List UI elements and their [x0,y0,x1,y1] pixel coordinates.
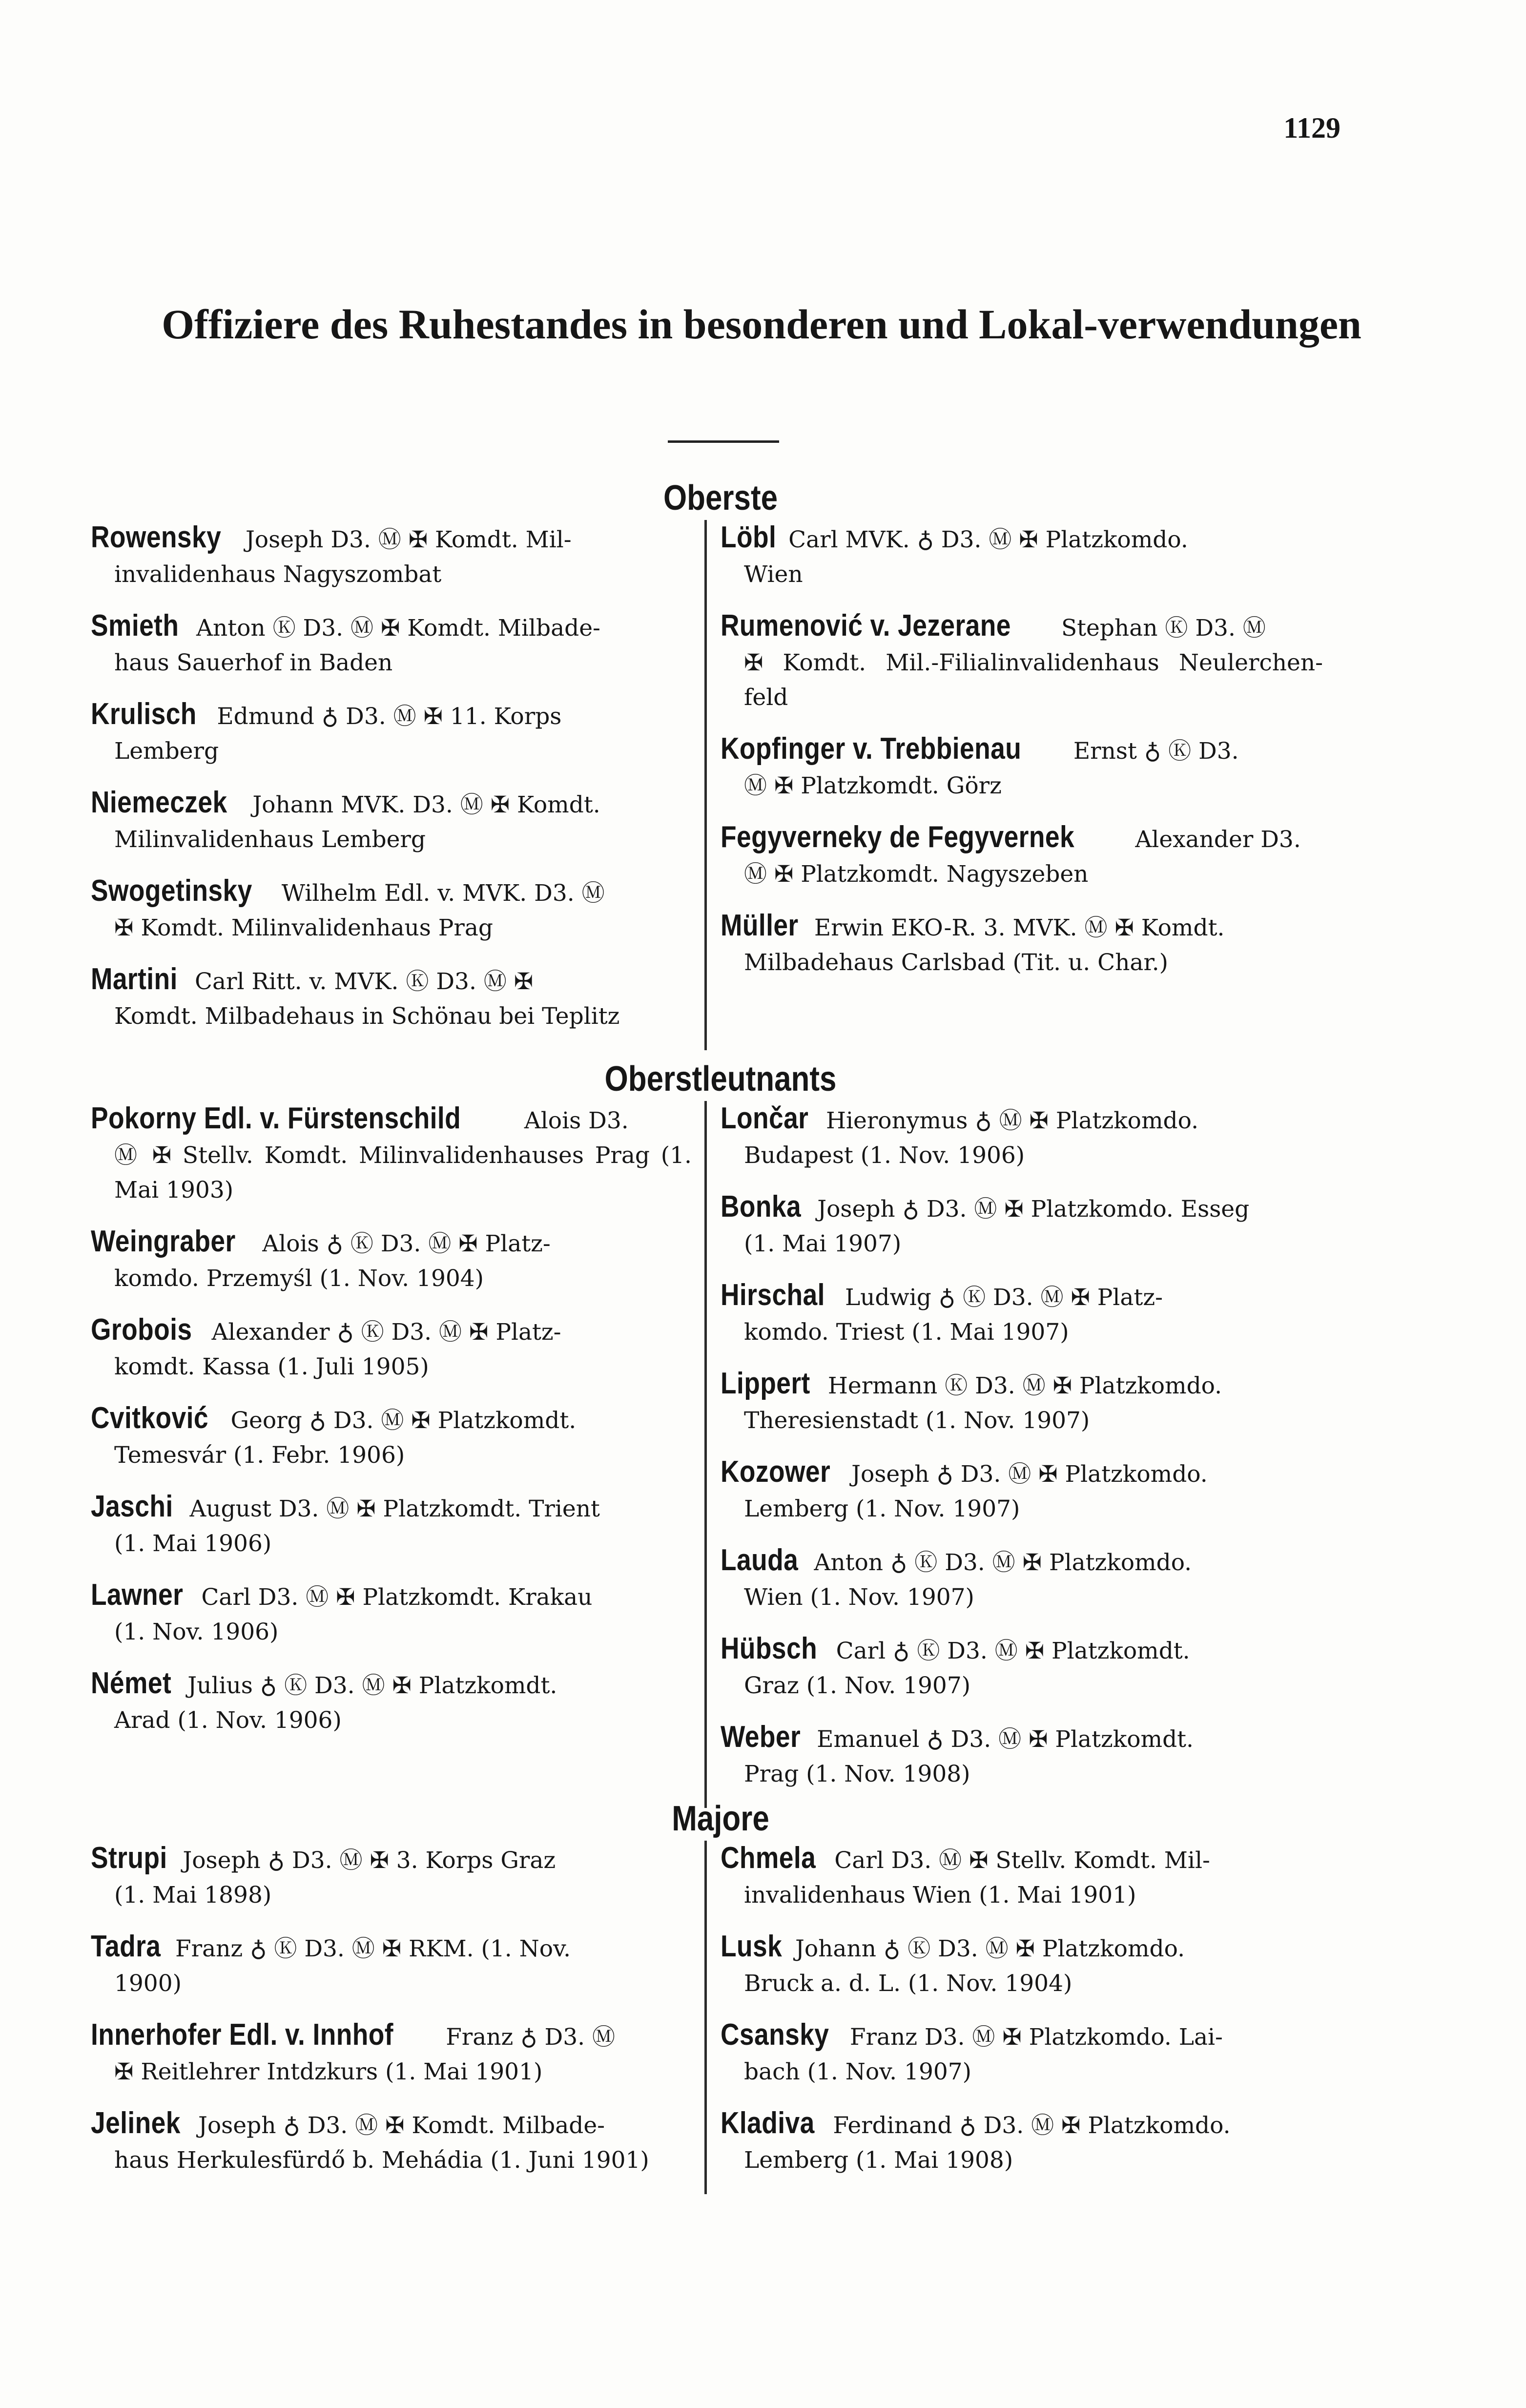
officer-name: Kopfinger v. Trebbienau [721,732,1022,766]
officer-details: Joseph D3. Ⓜ ✠ Komdt. Mil- [245,526,572,553]
officer-entry [721,1189,1323,1261]
officer-name: Csansky [721,2018,829,2052]
officer-details: Alois D3. [524,1107,629,1134]
officer-details: Franz ♁ Ⓚ D3. Ⓜ ✠ RKM. (1. Nov. [175,1935,571,1962]
officer-name: Lončar [721,1101,809,1135]
officer-name: Cvitković [91,1401,208,1435]
oberstleutnants-left-column [91,1101,707,1808]
officer-name: Swogetinsky [91,874,252,908]
officer-details: Edmund ♁ D3. Ⓜ ✠ 11. Korps [217,703,562,730]
officer-entry [91,1489,692,1561]
officer-entry [91,1312,692,1384]
officer-entry [91,697,692,768]
officer-entry [721,1929,1323,2001]
officer-details: Hieronymus ♁ Ⓜ ✠ Platzkomdo. [826,1107,1199,1134]
officer-details-continued: Temesvár (1. Febr. 1906) [114,1442,405,1469]
officer-name: Fegyverneky de Fegyvernek [721,820,1075,854]
officer-name: Lippert [721,1367,810,1400]
officer-name: Jaschi [91,1490,173,1523]
officer-entry [721,820,1323,892]
officer-details-continued: invalidenhaus Wien (1. Mai 1901) [744,1882,1136,1909]
officer-entry [721,1101,1323,1173]
officer-entry [91,1929,692,2001]
title-divider [668,440,779,443]
officer-details-continued: Bruck a. d. L. (1. Nov. 1904) [744,1970,1072,1997]
officer-details: Wilhelm Edl. v. MVK. D3. Ⓜ [281,880,605,907]
officer-name: Niemeczek [91,786,227,819]
officer-details-continued: invalidenhaus Nagyszombat [114,561,442,588]
officer-details: Joseph ♁ D3. Ⓜ ✠ Platzkomdo. [851,1461,1208,1488]
officer-entry [721,1278,1323,1349]
officer-details-continued: 1900) [114,1970,182,1997]
page-title: Offiziere des Ruhestandes in besonderen und Lokal-verwendungen [162,301,1361,348]
officer-name: Weingraber [91,1225,236,1258]
officer-entry [721,608,1323,715]
officer-details-continued: Prag (1. Nov. 1908) [744,1761,970,1787]
officer-entry [91,785,692,857]
officer-name: Hübsch [721,1632,818,1665]
officer-details-continued: komdo. Przemyśl (1. Nov. 1904) [114,1265,484,1292]
officer-details: Johann MVK. D3. Ⓜ ✠ Komdt. [252,791,600,818]
officer-details-continued: haus Sauerhof in Baden [114,649,393,676]
officer-name: Strupi [91,1841,167,1875]
oberste-left-column [91,520,707,1050]
officer-entry [91,1101,692,1207]
officer-details-continued: Ⓜ ✠ Platzkomdt. Görz [744,772,1002,799]
majore-left-column [91,1841,707,2194]
officer-entry [721,2106,1323,2178]
officer-details: Ferdinand ♁ D3. Ⓜ ✠ Platzkomdo. [833,2112,1231,2139]
officer-details: Alexander ♁ Ⓚ D3. Ⓜ ✠ Platz- [211,1319,561,1346]
officer-details: Carl D3. Ⓜ ✠ Stellv. Komdt. Mil- [834,1847,1210,1874]
officer-name: Pokorny Edl. v. Fürstenschild [91,1101,461,1135]
officer-name: Chmela [721,1841,816,1875]
officer-entry [91,1401,692,1473]
officer-entry [721,1720,1323,1791]
officer-details-continued: ✠ Komdt. Milinvalidenhaus Prag [114,914,494,941]
officer-entry [91,2017,692,2089]
officer-details-continued: Milinvalidenhaus Lemberg [114,826,426,853]
officer-details-continued: Ⓜ ✠ Stellv. Komdt. Milinvalidenhauses Prag (1. Mai 1903) [114,1142,692,1204]
majore-right-column [707,1841,1323,2194]
officer-details: Stephan Ⓚ D3. Ⓜ [1061,615,1266,642]
oberste-right-column [707,520,1323,1050]
officer-details-continued: haus Herkulesfürdő b. Mehádia (1. Juni 1901) [114,2147,649,2174]
officer-entry [721,1631,1323,1703]
officer-details-continued: bach (1. Nov. 1907) [744,2058,971,2085]
officer-entry [91,608,692,680]
officer-name: Lusk [721,1930,783,1963]
officer-details-continued: (1. Mai 1898) [114,1882,272,1909]
officer-entry [91,1578,692,1649]
officer-details-continued: Theresienstadt (1. Nov. 1907) [744,1407,1090,1434]
officer-details-continued: komdt. Kassa (1. Juli 1905) [114,1353,429,1380]
officer-name: Martini [91,962,178,996]
officer-details: Hermann Ⓚ D3. Ⓜ ✠ Platzkomdo. [827,1372,1222,1399]
officer-name: Német [91,1666,172,1700]
officer-entry [91,1666,692,1738]
officer-entry [721,520,1323,592]
officer-entry [91,1841,692,1912]
officer-details: August D3. Ⓜ ✠ Platzkomdt. Trient [189,1495,600,1522]
officer-name: Weber [721,1720,801,1754]
officer-entry [721,2017,1323,2089]
officer-details-continued: (1. Mai 1907) [744,1230,902,1257]
officer-name: Lawner [91,1578,184,1612]
officer-details: Emanuel ♁ D3. Ⓜ ✠ Platzkomdt. [817,1726,1194,1753]
officer-details: Joseph ♁ D3. Ⓜ ✠ Komdt. Milbade- [198,2112,605,2139]
officer-details-continued: ✠ Reitlehrer Intdzkurs (1. Mai 1901) [114,2058,543,2085]
officer-name: Krulisch [91,697,197,731]
officer-entry [721,1543,1323,1615]
officer-details: Anton ♁ Ⓚ D3. Ⓜ ✠ Platzkomdo. [814,1549,1192,1576]
officer-name: Löbl [721,520,777,554]
officer-entry [91,1224,692,1296]
officer-name: Smieth [91,609,179,643]
officer-entry [721,1454,1323,1526]
officer-name: Rumenović v. Jezerane [721,609,1011,643]
officer-entry [721,1366,1323,1438]
section-heading-oberste: Oberste [663,478,778,518]
officer-details: Johann ♁ Ⓚ D3. Ⓜ ✠ Platzkomdo. [795,1935,1185,1962]
officer-name: Bonka [721,1190,802,1224]
oberstleutnants-right-column [707,1101,1323,1808]
officer-details-continued: Arad (1. Nov. 1906) [114,1707,342,1734]
officer-details-continued: Ⓜ ✠ Platzkomdt. Nagyszeben [744,861,1089,888]
officer-entry [91,962,692,1034]
officer-details: Anton Ⓚ D3. Ⓜ ✠ Komdt. Milbade- [196,615,600,642]
section-majore [91,1797,1350,2194]
officer-name: Grobois [91,1313,192,1347]
officer-entry [91,2106,692,2178]
officer-details-continued: (1. Nov. 1906) [114,1619,279,1645]
officer-details: Ludwig ♁ Ⓚ D3. Ⓜ ✠ Platz- [845,1284,1163,1311]
officer-details: Joseph ♁ D3. Ⓜ ✠ Platzkomdo. Esseg [817,1196,1250,1223]
officer-details-continued: Wien (1. Nov. 1907) [744,1584,974,1611]
officer-name: Jelinek [91,2106,181,2140]
officer-name: Rowensky [91,520,222,554]
officer-entry [721,731,1323,803]
officer-details-continued: komdo. Triest (1. Mai 1907) [744,1319,1069,1346]
officer-details: Erwin EKO-R. 3. MVK. Ⓜ ✠ Komdt. [814,914,1225,941]
officer-details-continued: Komdt. Milbadehaus in Schönau bei Teplitz [114,1003,620,1030]
officer-details: Alexander D3. [1135,826,1301,853]
officer-entry [91,873,692,945]
officer-details-continued: Budapest (1. Nov. 1906) [744,1142,1025,1169]
officer-name: Kozower [721,1455,831,1489]
officer-details: Alois ♁ Ⓚ D3. Ⓜ ✠ Platz- [262,1230,551,1257]
officer-details: Julius ♁ Ⓚ D3. Ⓜ ✠ Platzkomdt. [187,1672,557,1699]
officer-name: Kladiva [721,2106,815,2140]
officer-details-continued: Lemberg [114,738,219,765]
section-heading-oberstleutnants: Oberstleutnants [604,1059,837,1099]
officer-details: Franz D3. Ⓜ ✠ Platzkomdo. Lai- [849,2024,1223,2051]
officer-name: Tadra [91,1930,161,1963]
officer-details: Carl ♁ Ⓚ D3. Ⓜ ✠ Platzkomdt. [836,1638,1190,1664]
officer-details: Georg ♁ D3. Ⓜ ✠ Platzkomdt. [230,1407,577,1434]
officer-details: Carl Ritt. v. MVK. Ⓚ D3. Ⓜ ✠ [195,968,534,995]
officer-details-continued: ✠ Komdt. Mil.-Filialinvalidenhaus Neulerchen-feld [744,649,1323,711]
officer-entry [721,908,1323,980]
officer-name: Hirschal [721,1278,825,1312]
officer-details-continued: Milbadehaus Carlsbad (Tit. u. Char.) [744,949,1169,976]
section-heading-majore: Majore [672,1799,769,1838]
officer-entry [91,520,692,592]
officer-details-continued: Wien [744,561,803,588]
officer-details: Joseph ♁ D3. Ⓜ ✠ 3. Korps Graz [183,1847,556,1874]
officer-name: Lauda [721,1543,799,1577]
officer-entry [721,1841,1323,1912]
section-oberste [91,476,1350,1050]
officer-details-continued: (1. Mai 1906) [114,1530,272,1557]
officer-details-continued: Lemberg (1. Mai 1908) [744,2147,1013,2174]
officer-details: Franz ♁ D3. Ⓜ [446,2024,616,2051]
officer-details: Carl D3. Ⓜ ✠ Platzkomdt. Krakau [201,1584,593,1611]
officer-details-continued: Graz (1. Nov. 1907) [744,1672,971,1699]
section-oberstleutnants [91,1057,1350,1808]
officer-details-continued: Lemberg (1. Nov. 1907) [744,1495,1020,1522]
page-number: 1129 [1283,112,1340,144]
officer-name: Müller [721,909,799,942]
officer-details: Carl MVK. ♁ D3. Ⓜ ✠ Platzkomdo. [788,526,1188,553]
officer-name: Innerhofer Edl. v. Innhof [91,2018,393,2052]
officer-details: Ernst ♁ Ⓚ D3. [1073,738,1239,765]
